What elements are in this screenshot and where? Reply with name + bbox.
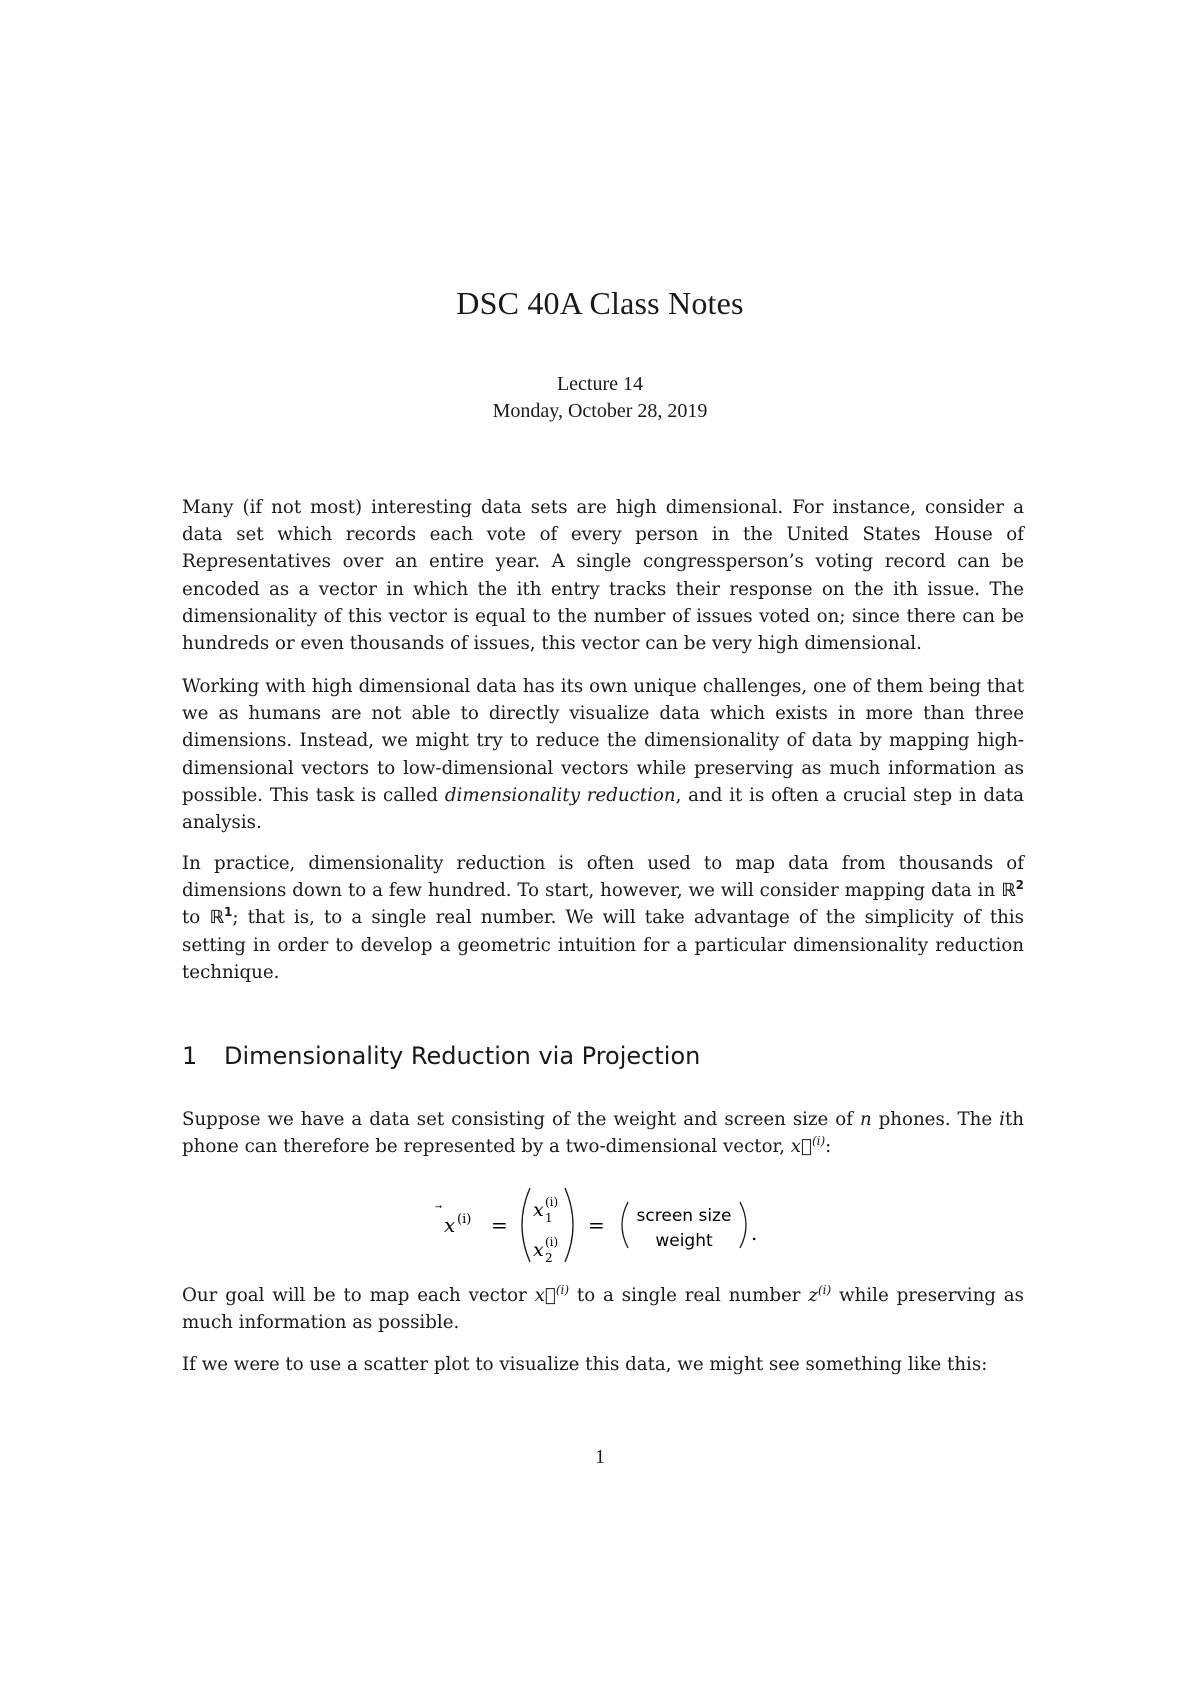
eq-lhs: x: [444, 1213, 456, 1237]
eq-right-paren-2: [740, 1202, 746, 1248]
section-paragraph-2-c: while preserving as much information as possible.: [182, 1285, 1024, 1334]
intro-paragraph-1: [182, 494, 1024, 657]
intro-paragraph-2-before: Working with high dimensional data has its own unique challenges, one of them being that we as humans are not able to directly visualize data which exists in more than three dimensions. Instead, we might try to reduce the dimensionality of data by mapping high-dimensional vectors to low-dimensional vectors while preserving as much information as possible. This task is called: [182, 676, 1024, 806]
section-paragraph-2-b: to a single real number: [569, 1285, 809, 1306]
math-R2: ℝ$^2$: [1001, 878, 1024, 902]
section-heading: [182, 1040, 700, 1072]
eq-equals-2: =: [588, 1213, 605, 1237]
math-vector-x-i: x⃗$^{(i)}$: [790, 1134, 826, 1158]
eq-component-1-sup: (i): [545, 1195, 559, 1209]
eq-label-weight: weight: [655, 1231, 713, 1251]
math-n: n: [859, 1109, 872, 1130]
intro-paragraph-2: [182, 673, 1024, 836]
eq-right-paren-1: [565, 1188, 573, 1262]
equation-svg: [0, 1180, 1200, 1270]
intro-paragraph-3-part-a: In practice, dimensionality reduction is often used to map data from thousands of dimensions down to a few hundred. To start, however, we will consider mapping data in: [182, 853, 1024, 902]
emphasis-dimensionality-reduction: dimensionality reduction: [444, 784, 676, 806]
section-paragraph-1-d: :: [825, 1136, 832, 1158]
section-paragraph-2: [182, 1282, 1024, 1336]
eq-component-2-sup: (i): [545, 1235, 559, 1249]
section-paragraph-3: [182, 1351, 1024, 1378]
intro-paragraph-3: [182, 850, 1024, 986]
document-title: DSC 40A Class Notes: [456, 285, 744, 321]
eq-component-1-sub: 1: [545, 1211, 553, 1225]
eq-label-screen-size: screen size: [636, 1206, 732, 1226]
section-paragraph-3-text: If we were to use a scatter plot to visualize this data, we might see something like this:: [182, 1354, 988, 1375]
math-z-i: $z^{(i)}$: [808, 1282, 832, 1306]
intro-paragraph-3-part-b: to: [182, 907, 210, 929]
eq-component-2-sub: 2: [545, 1251, 553, 1265]
intro-paragraph-2-after: , and it is often a crucial step in data analysis.: [182, 784, 1024, 834]
eq-lhs-arrow: [435, 1205, 442, 1209]
eq-component-2: x: [533, 1239, 544, 1261]
eq-left-paren-1: [522, 1188, 530, 1262]
eq-period: .: [751, 1221, 758, 1245]
section-paragraph-2-a: Our goal will be to map each vector: [182, 1285, 535, 1306]
section-paragraph-1: [182, 1106, 1024, 1160]
lecture-number: Lecture 14: [556, 373, 644, 395]
math-R1: ℝ$^1$: [209, 905, 233, 929]
display-equation: [0, 1180, 1200, 1270]
section-paragraph-1-c: th phone can therefore be represented by a two-dimensional vector,: [182, 1109, 1024, 1158]
eq-component-1: x: [533, 1199, 544, 1221]
eq-left-paren-2: [622, 1202, 628, 1248]
section-title: Dimensionality Reduction via Projection: [224, 1042, 701, 1070]
eq-lhs-sup: (i): [457, 1212, 472, 1227]
section-paragraph-1-a: Suppose we have a data set consisting of the weight and screen size of: [182, 1109, 860, 1130]
section-paragraph-1-b: phones. The: [871, 1109, 1000, 1130]
section-number: 1: [182, 1042, 198, 1070]
intro-paragraph-3-part-c: ; that is, to a single real number. We will take advantage of the simplicity of this setting in order to develop a geometric intuition for a particular dimensionality reduction technique.: [182, 907, 1024, 983]
eq-equals-1: =: [491, 1213, 508, 1237]
page-number: 1: [595, 1446, 605, 1468]
intro-paragraph-1-text: Many (if not most) interesting data sets are high dimensional. For instance, consider a data set which records each vote of every person in the United States House of Representatives over an entire year. A single congressperson’s voting record can be encoded as a vector in which the ith entry tracks their response on the ith issue. The dimensionality of this vector is equal to the number of issues voted on; since there can be hundreds or even thousands of issues, this vector can be very high dimensional.: [182, 497, 1024, 655]
math-i: i: [999, 1109, 1005, 1130]
math-vector-x-i-2: x⃗$^{(i)}$: [534, 1282, 570, 1306]
lecture-date: Monday, October 28, 2019: [492, 400, 708, 422]
